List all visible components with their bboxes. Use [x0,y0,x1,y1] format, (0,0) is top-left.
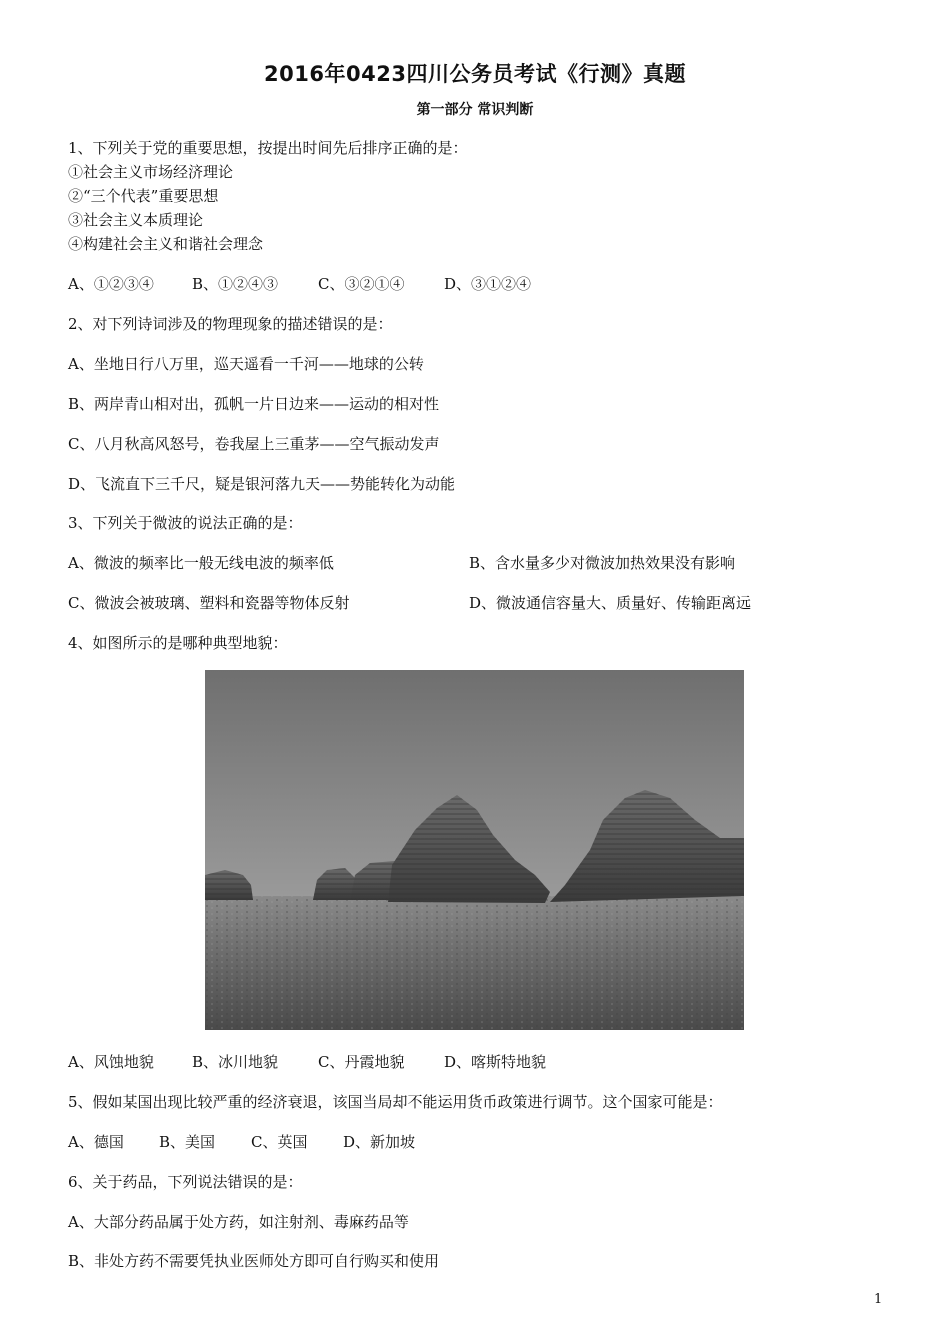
question-2-option-d: D、飞流直下三千尺，疑是银河落九天——势能转化为动能 [68,475,456,493]
question-5-stem: 5、假如某国出现比较严重的经济衰退，该国当局却不能运用货币政策进行调节。这个国家可能是： [68,1093,723,1111]
question-2-option-c: C、八月秋高风怒号，卷我屋上三重茅——空气振动发声 [68,435,440,453]
question-3-option-b: B、含水量多少对微波加热效果没有影响 [469,554,736,572]
question-2-option-b: B、两岸青山相对出，孤帆一片日边来——运动的相对性 [68,395,440,413]
question-3-option-c: C、微波会被玻璃、塑料和瓷器等物体反射 [68,594,350,612]
question-1-item-2: ②“三个代表”重要思想 [68,187,219,205]
question-2-option-a: A、坐地日行八万里，巡天遥看一千河——地球的公转 [68,355,424,373]
question-4-option-d: D、喀斯特地貌 [444,1053,547,1071]
question-4-option-c: C、丹霞地貌 [318,1053,405,1071]
question-5-options [68,1132,415,1152]
question-6-stem: 6、关于药品，下列说法错误的是： [68,1173,303,1191]
question-6-option-b: B、非处方药不需要凭执业医师处方即可自行购买和使用 [68,1252,440,1270]
question-1-item-3: ③社会主义本质理论 [68,211,204,229]
question-1-option-c: C、③②①④ [318,275,405,293]
question-4-option-b: B、冰川地貌 [192,1053,279,1071]
question-5-option-b: B、美国 [159,1133,216,1151]
question-6-option-a: A、大部分药品属于处方药，如注射剂、毒麻药品等 [68,1213,409,1231]
question-2-stem: 2、对下列诗词涉及的物理现象的描述错误的是： [68,315,393,333]
question-1-options [68,274,531,294]
question-4-option-a: A、风蚀地貌 [68,1053,154,1071]
question-3-option-a: A、微波的频率比一般无线电波的频率低 [68,554,334,572]
question-5-option-d: D、新加坡 [343,1133,416,1151]
question-1-item-1: ①社会主义市场经济理论 [68,163,234,181]
question-1-option-d: D、③①②④ [444,275,532,293]
section-title: 第一部分 常识判断 [416,102,534,118]
question-1-option-b: B、①②④③ [192,275,279,293]
question-5-option-c: C、英国 [251,1133,308,1151]
question-1-stem: 1、下列关于党的重要思想，按提出时间先后排序正确的是： [68,139,468,157]
question-4-stem: 4、如图所示的是哪种典型地貌： [68,634,288,652]
question-3-option-d: D、微波通信容量大、质量好、传输距离远 [469,594,752,612]
landform-photo [205,670,744,1030]
question-5-option-a: A、德国 [68,1133,124,1151]
page-number: 1 [874,1292,883,1307]
question-4-options [68,1052,546,1072]
question-1-item-4: ④构建社会主义和谐社会理念 [68,235,264,253]
question-3-stem: 3、下列关于微波的说法正确的是： [68,514,303,532]
page-title: 2016年0423四川公务员考试《行测》真题 [264,62,686,86]
question-1-option-a: A、①②③④ [68,275,154,293]
